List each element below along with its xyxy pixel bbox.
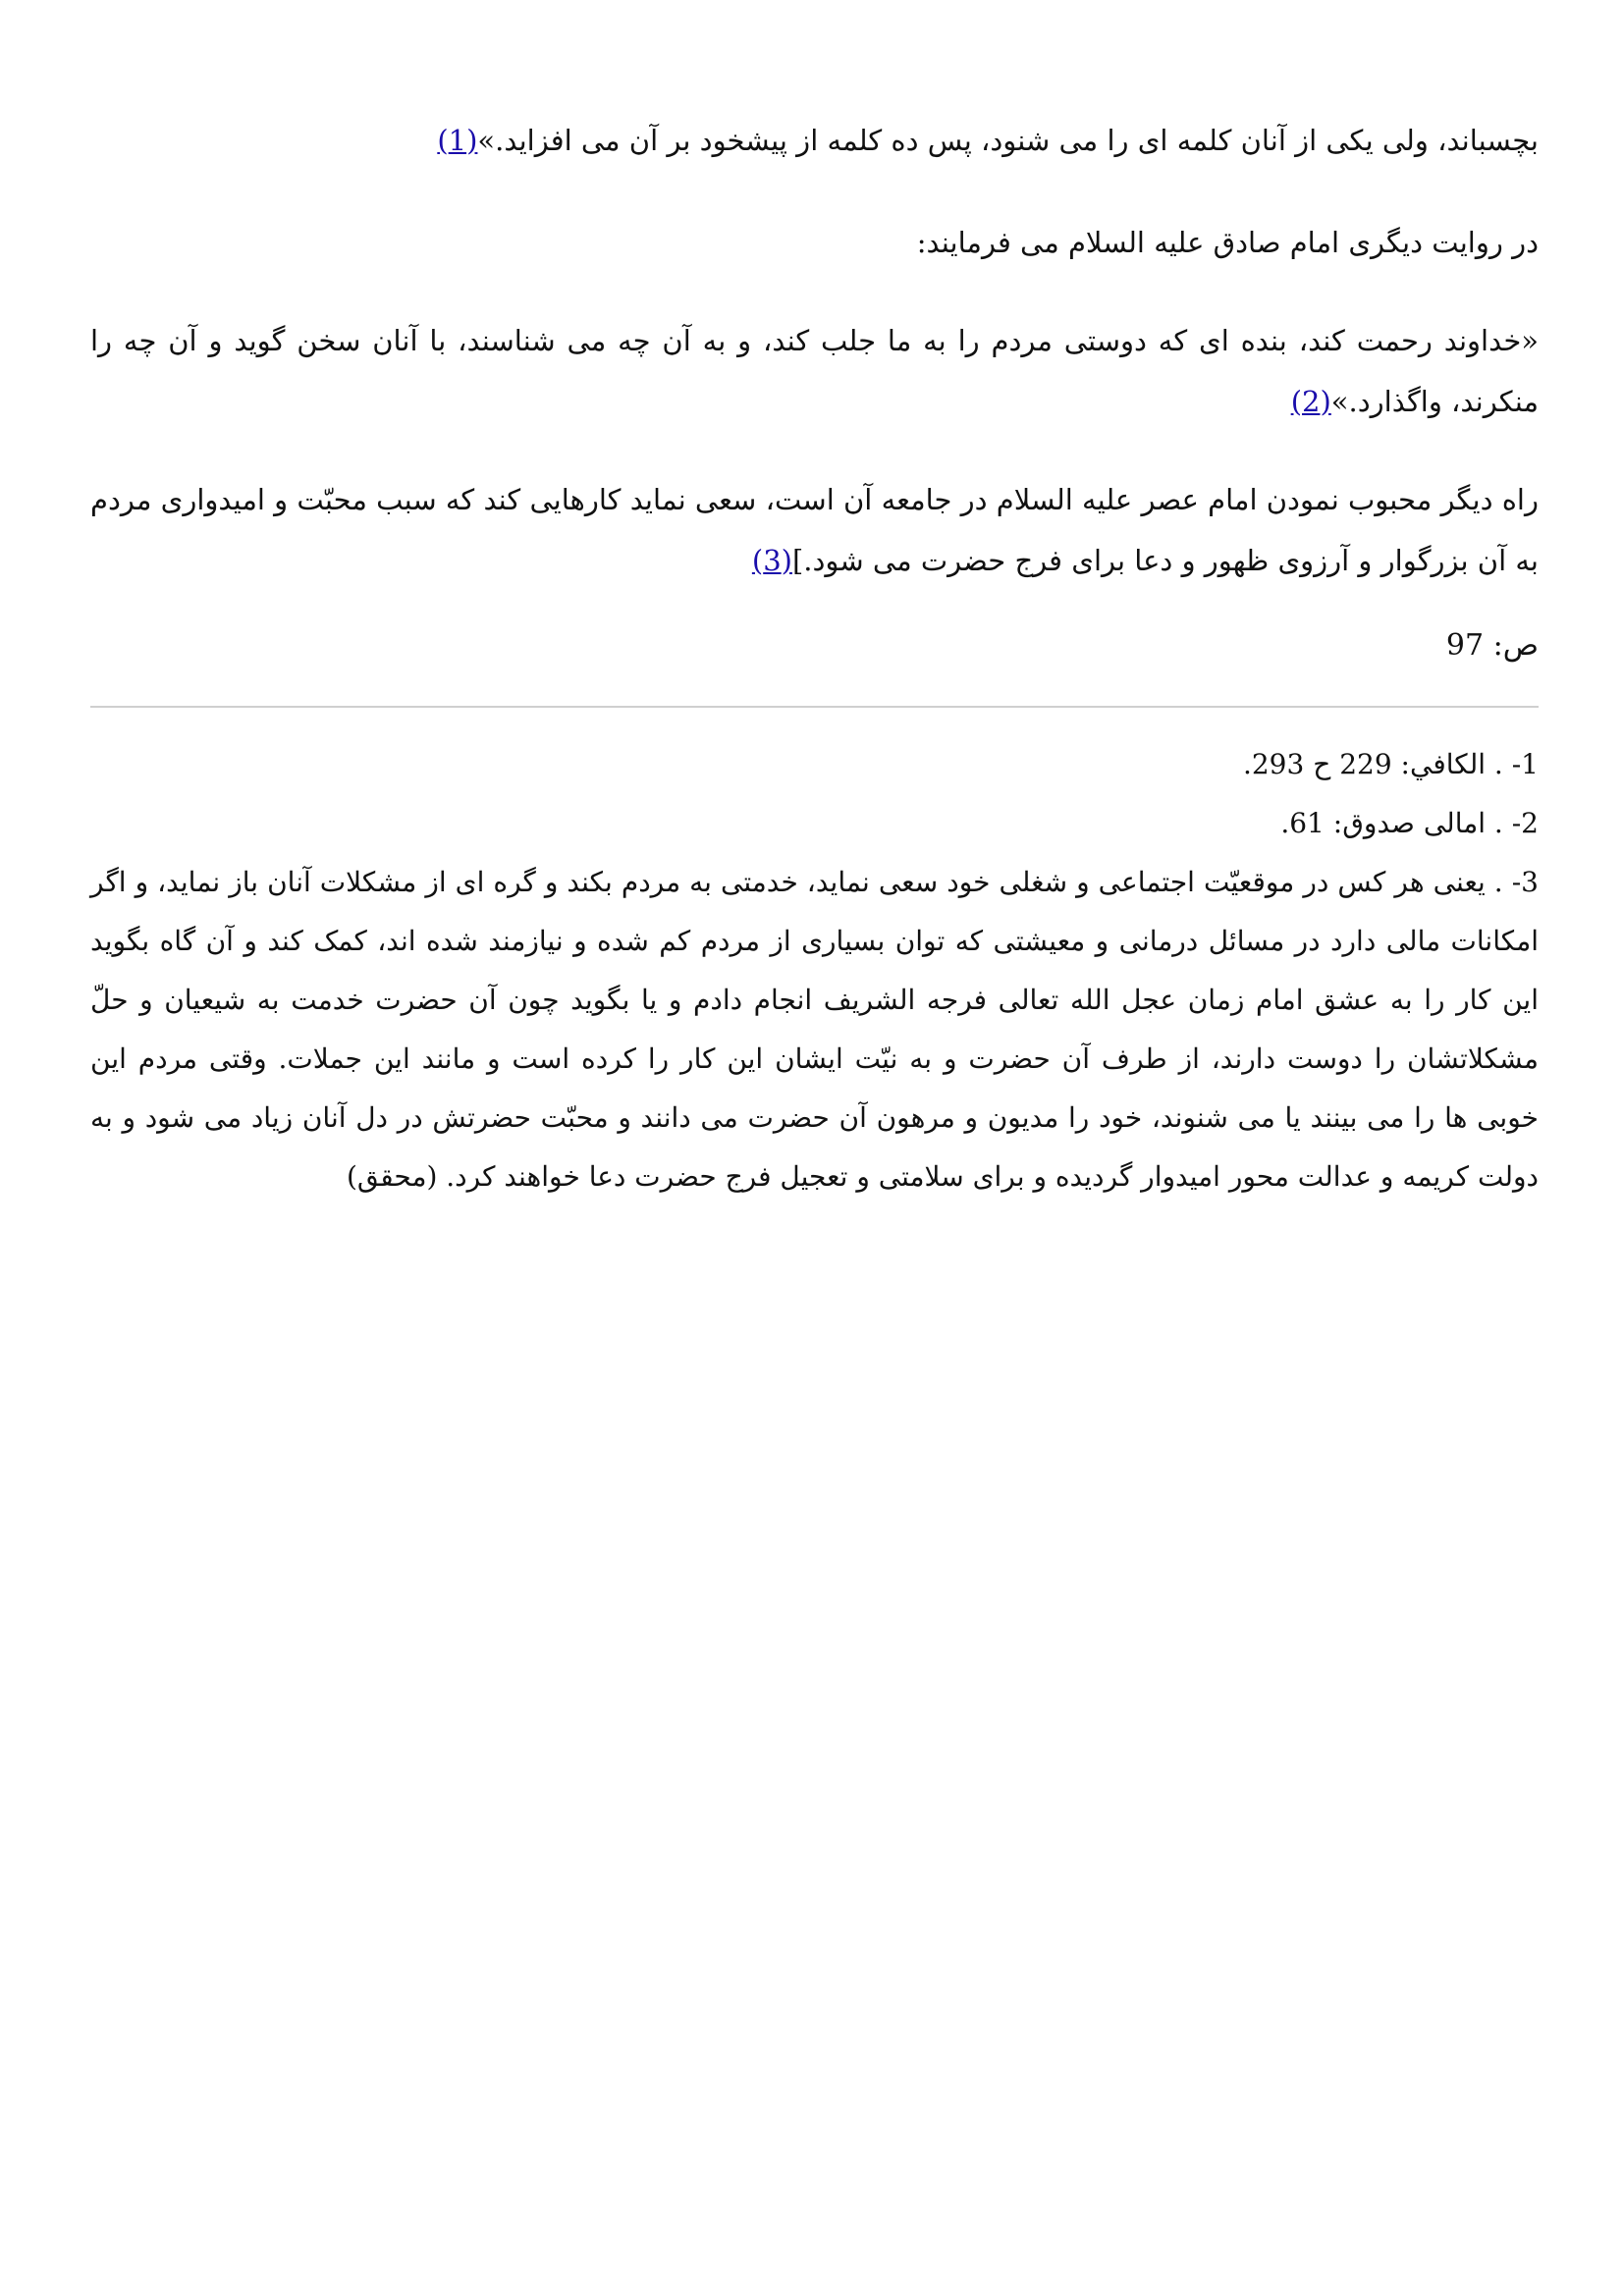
paragraph-3: «خداوند رحمت کند، بنده ای که دوستی مردم را به ما جلب کند، و به آن چه می شناسند، با آنان سخن گوید و آن چه را منکرند، واگذارد.»(2) xyxy=(90,324,1539,418)
footnote-divider xyxy=(90,706,1539,708)
footnote-link-2[interactable]: (2) xyxy=(1290,385,1331,418)
footnote-3: 3- . یعنی هر کس در موقعیّت اجتماعی و شغلی خود سعی نماید، خدمتی به مردم بکند و گره ای از مشکلات آنان باز نماید، و اگر امکانات مالی دارد در مسائل درمانی و معیشتی که توان بسیاری از مردم کم شده و نیازمند شده اند، کمک کند و آن گاه بگوید این کار را به عشق امام زمان عجل الله تعالی فرجه الشریف انجام دادم و یا بگوید چون آن حضرت خدمت به شیعیان و حلّ مشکلاتشان را دوست دارند، از طرف آن حضرت و به نیّت ایشان این کار را کرده است و مانند این جملات. وقتی مردم این خوبی ها را می بینند یا می شنوند، خود را مدیون و مرهون آن حضرت می دانند و محبّت حضرتش در دل آنان زیاد می شود و به دولت کریمه و عدالت محور امیدوار گردیده و برای سلامتی و تعجیل فرج حضرت دعا خواهند کرد. (محقق) xyxy=(90,866,1539,1193)
paragraph-4: راه دیگر محبوب نمودن امام عصر علیه السلام در جامعه آن است، سعی نماید کارهایی کند که سبب محبّت و امیدواری مردم به آن بزرگوار و آرزوی ظهور و دعا برای فرج حضرت می شود.](3) xyxy=(90,483,1539,577)
footnote-1: 1- . الكافي: 229 ح 293. xyxy=(1242,748,1539,780)
page-number: ص: 97 xyxy=(1445,628,1539,663)
footnote-link-3[interactable]: (3) xyxy=(751,544,792,577)
footnote-2: 2- . امالی صدوق: 61. xyxy=(1280,807,1539,839)
document-page xyxy=(90,110,1539,1206)
paragraph-2: در روایت دیگری امام صادق علیه السلام می فرمایند: xyxy=(916,226,1539,259)
paragraph-1: بچسباند، ولی یکی از آنان کلمه ای را می شنود، پس ده کلمه از پیشخود بر آن می افزاید.»(1) xyxy=(437,124,1539,157)
footnote-link-1[interactable]: (1) xyxy=(437,124,478,157)
